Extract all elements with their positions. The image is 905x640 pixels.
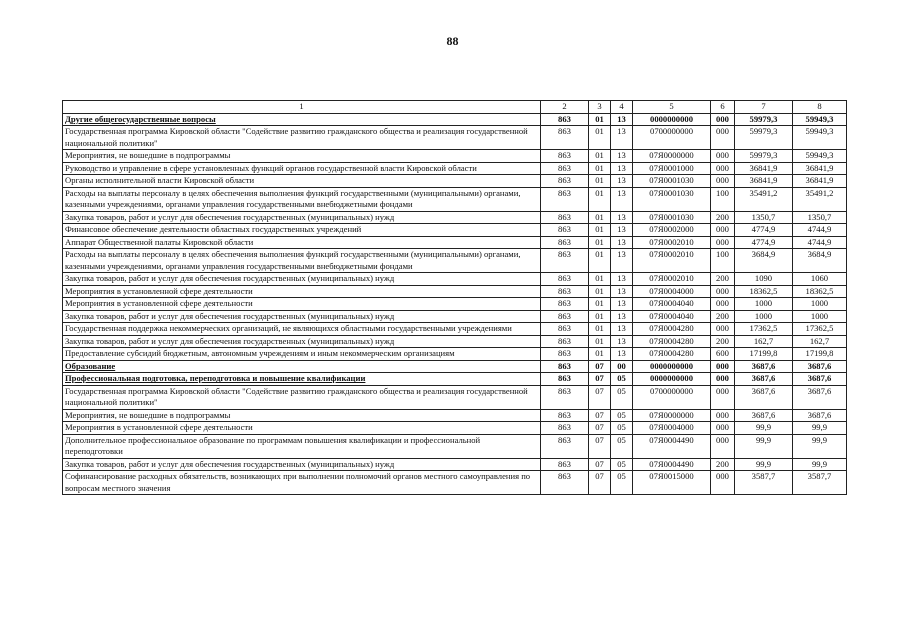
amount-plan-cell: 59979,3 <box>735 126 793 150</box>
section-code-cell: 01 <box>589 162 611 175</box>
expense-type-cell: 000 <box>711 422 735 435</box>
table-row <box>63 409 847 422</box>
target-article-cell: 07Я0004280 <box>633 323 711 336</box>
admin-code-cell: 863 <box>541 249 589 273</box>
section-code-cell: 01 <box>589 335 611 348</box>
amount-plan-cell: 162,7 <box>735 335 793 348</box>
amount-executed-cell: 162,7 <box>793 335 847 348</box>
section-code-cell: 01 <box>589 285 611 298</box>
table-header-row <box>63 101 847 114</box>
amount-executed-cell: 1000 <box>793 310 847 323</box>
expense-type-cell: 000 <box>711 298 735 311</box>
subsection-code-cell: 13 <box>611 310 633 323</box>
row-name-cell: Расходы на выплаты персоналу в целях обеспечения выполнения функций государственными (муниципальными) органами, казенными учреждениями, органами управления государственными внебюджетными фондами <box>63 249 541 273</box>
subsection-code-cell: 05 <box>611 434 633 458</box>
amount-executed-cell: 99,9 <box>793 458 847 471</box>
section-code-cell: 07 <box>589 373 611 386</box>
section-code-cell: 01 <box>589 211 611 224</box>
subsection-code-cell: 13 <box>611 285 633 298</box>
section-code-cell: 07 <box>589 360 611 373</box>
amount-plan-cell: 35491,2 <box>735 187 793 211</box>
target-article-cell: 07Я0004280 <box>633 335 711 348</box>
table-row <box>63 458 847 471</box>
admin-code-cell: 863 <box>541 471 589 495</box>
expense-type-cell: 000 <box>711 285 735 298</box>
section-code-cell: 01 <box>589 249 611 273</box>
row-name-cell: Расходы на выплаты персоналу в целях обеспечения выполнения функций государственными (муниципальными) органами, казенными учреждениями, органами управления государственными внебюджетными фондами <box>63 187 541 211</box>
subsection-code-cell: 13 <box>611 323 633 336</box>
target-article-cell: 07Я0001030 <box>633 175 711 188</box>
admin-code-cell: 863 <box>541 310 589 323</box>
expense-type-cell: 200 <box>711 335 735 348</box>
expense-type-cell: 000 <box>711 175 735 188</box>
subsection-code-cell: 13 <box>611 224 633 237</box>
table-row <box>63 422 847 435</box>
subsection-code-cell: 13 <box>611 249 633 273</box>
row-name-cell: Государственная программа Кировской области "Содействие развитию гражданского общества и реализация государственной национальной политики" <box>63 385 541 409</box>
amount-executed-cell: 99,9 <box>793 422 847 435</box>
admin-code-cell: 863 <box>541 224 589 237</box>
expense-type-cell: 000 <box>711 434 735 458</box>
target-article-cell: 0000000000 <box>633 360 711 373</box>
amount-plan-cell: 4774,9 <box>735 224 793 237</box>
table-row <box>63 360 847 373</box>
section-code-cell: 01 <box>589 126 611 150</box>
table-row <box>63 150 847 163</box>
amount-plan-cell: 99,9 <box>735 422 793 435</box>
row-name-cell: Софинансирование расходных обязательств, возникающих при выполнении полномочий органов местного самоуправления по вопросам местного значения <box>63 471 541 495</box>
row-name-cell: Закупка товаров, работ и услуг для обеспечения государственных (муниципальных) нужд <box>63 310 541 323</box>
table-row <box>63 113 847 126</box>
budget-table <box>62 100 847 495</box>
amount-plan-cell: 1350,7 <box>735 211 793 224</box>
section-code-cell: 01 <box>589 175 611 188</box>
header-cell: 2 <box>541 101 589 114</box>
subsection-code-cell: 05 <box>611 458 633 471</box>
amount-executed-cell: 3687,6 <box>793 409 847 422</box>
subsection-code-cell: 13 <box>611 298 633 311</box>
section-code-cell: 01 <box>589 273 611 286</box>
row-name-cell: Другие общегосударственные вопросы <box>63 113 541 126</box>
amount-executed-cell: 36841,9 <box>793 175 847 188</box>
table-row <box>63 211 847 224</box>
amount-plan-cell: 18362,5 <box>735 285 793 298</box>
table-row <box>63 162 847 175</box>
expense-type-cell: 200 <box>711 310 735 323</box>
admin-code-cell: 863 <box>541 113 589 126</box>
subsection-code-cell: 00 <box>611 360 633 373</box>
admin-code-cell: 863 <box>541 211 589 224</box>
section-code-cell: 01 <box>589 113 611 126</box>
target-article-cell: 07Я0004040 <box>633 310 711 323</box>
target-article-cell: 07Я0004490 <box>633 458 711 471</box>
amount-executed-cell: 4744,9 <box>793 236 847 249</box>
amount-plan-cell: 3687,6 <box>735 360 793 373</box>
section-code-cell: 07 <box>589 471 611 495</box>
subsection-code-cell: 13 <box>611 273 633 286</box>
admin-code-cell: 863 <box>541 422 589 435</box>
table-row <box>63 471 847 495</box>
table-row <box>63 187 847 211</box>
subsection-code-cell: 13 <box>611 126 633 150</box>
amount-executed-cell: 59949,3 <box>793 150 847 163</box>
amount-plan-cell: 1000 <box>735 310 793 323</box>
header-cell: 5 <box>633 101 711 114</box>
table-row <box>63 236 847 249</box>
amount-plan-cell: 17199,8 <box>735 348 793 361</box>
amount-executed-cell: 1060 <box>793 273 847 286</box>
target-article-cell: 07Я0002010 <box>633 236 711 249</box>
amount-executed-cell: 3687,6 <box>793 385 847 409</box>
row-name-cell: Дополнительное профессиональное образование по программам повышения квалификации и профессиональной переподготовки <box>63 434 541 458</box>
section-code-cell: 01 <box>589 298 611 311</box>
admin-code-cell: 863 <box>541 187 589 211</box>
amount-plan-cell: 1090 <box>735 273 793 286</box>
subsection-code-cell: 13 <box>611 162 633 175</box>
table-row <box>63 273 847 286</box>
admin-code-cell: 863 <box>541 175 589 188</box>
target-article-cell: 07Я0002010 <box>633 273 711 286</box>
amount-plan-cell: 36841,9 <box>735 175 793 188</box>
expense-type-cell: 000 <box>711 471 735 495</box>
expense-type-cell: 000 <box>711 126 735 150</box>
amount-executed-cell: 3587,7 <box>793 471 847 495</box>
target-article-cell: 07Я0004000 <box>633 285 711 298</box>
target-article-cell: 07Я0015000 <box>633 471 711 495</box>
row-name-cell: Финансовое обеспечение деятельности областных государственных учреждений <box>63 224 541 237</box>
amount-plan-cell: 3587,7 <box>735 471 793 495</box>
table-row <box>63 249 847 273</box>
subsection-code-cell: 05 <box>611 471 633 495</box>
table-row <box>63 348 847 361</box>
target-article-cell: 07Я0001000 <box>633 162 711 175</box>
amount-executed-cell: 3687,6 <box>793 373 847 386</box>
subsection-code-cell: 05 <box>611 409 633 422</box>
amount-plan-cell: 3684,9 <box>735 249 793 273</box>
admin-code-cell: 863 <box>541 273 589 286</box>
expense-type-cell: 000 <box>711 113 735 126</box>
target-article-cell: 07Я0004280 <box>633 348 711 361</box>
subsection-code-cell: 05 <box>611 373 633 386</box>
table-row <box>63 310 847 323</box>
admin-code-cell: 863 <box>541 150 589 163</box>
row-name-cell: Закупка товаров, работ и услуг для обеспечения государственных (муниципальных) нужд <box>63 211 541 224</box>
amount-executed-cell: 59949,3 <box>793 113 847 126</box>
admin-code-cell: 863 <box>541 236 589 249</box>
row-name-cell: Предоставление субсидий бюджетным, автономным учреждениям и иным некоммерческим организациям <box>63 348 541 361</box>
header-cell: 4 <box>611 101 633 114</box>
header-cell: 7 <box>735 101 793 114</box>
target-article-cell: 07Я0001030 <box>633 187 711 211</box>
row-name-cell: Государственная поддержка некоммерческих организаций, не являющихся областными государственными учреждениями <box>63 323 541 336</box>
row-name-cell: Профессиональная подготовка, переподготовка и повышение квалификации <box>63 373 541 386</box>
subsection-code-cell: 13 <box>611 211 633 224</box>
section-code-cell: 01 <box>589 236 611 249</box>
amount-plan-cell: 3687,6 <box>735 385 793 409</box>
section-code-cell: 01 <box>589 224 611 237</box>
admin-code-cell: 863 <box>541 348 589 361</box>
row-name-cell: Закупка товаров, работ и услуг для обеспечения государственных (муниципальных) нужд <box>63 458 541 471</box>
target-article-cell: 07Я0002000 <box>633 224 711 237</box>
header-cell: 6 <box>711 101 735 114</box>
subsection-code-cell: 05 <box>611 422 633 435</box>
table-row <box>63 224 847 237</box>
target-article-cell: 07Я0004000 <box>633 422 711 435</box>
expense-type-cell: 000 <box>711 150 735 163</box>
subsection-code-cell: 13 <box>611 187 633 211</box>
header-cell: 1 <box>63 101 541 114</box>
amount-executed-cell: 35491,2 <box>793 187 847 211</box>
table-row <box>63 298 847 311</box>
row-name-cell: Мероприятия, не вошедшие в подпрограммы <box>63 409 541 422</box>
amount-plan-cell: 99,9 <box>735 434 793 458</box>
table-row <box>63 385 847 409</box>
admin-code-cell: 863 <box>541 285 589 298</box>
amount-plan-cell: 36841,9 <box>735 162 793 175</box>
row-name-cell: Мероприятия в установленной сфере деятельности <box>63 298 541 311</box>
row-name-cell: Органы исполнительной власти Кировской области <box>63 175 541 188</box>
amount-plan-cell: 99,9 <box>735 458 793 471</box>
amount-plan-cell: 17362,5 <box>735 323 793 336</box>
amount-executed-cell: 36841,9 <box>793 162 847 175</box>
row-name-cell: Государственная программа Кировской области "Содействие развитию гражданского общества и реализация государственной национальной политики" <box>63 126 541 150</box>
expense-type-cell: 000 <box>711 373 735 386</box>
section-code-cell: 01 <box>589 348 611 361</box>
header-cell: 8 <box>793 101 847 114</box>
target-article-cell: 0000000000 <box>633 373 711 386</box>
amount-executed-cell: 4744,9 <box>793 224 847 237</box>
row-name-cell: Руководство и управление в сфере установленных функций органов государственной власти Кировской области <box>63 162 541 175</box>
amount-plan-cell: 4774,9 <box>735 236 793 249</box>
subsection-code-cell: 13 <box>611 175 633 188</box>
amount-plan-cell: 1000 <box>735 298 793 311</box>
admin-code-cell: 863 <box>541 162 589 175</box>
admin-code-cell: 863 <box>541 434 589 458</box>
subsection-code-cell: 13 <box>611 236 633 249</box>
target-article-cell: 0000000000 <box>633 113 711 126</box>
amount-executed-cell: 17199,8 <box>793 348 847 361</box>
admin-code-cell: 863 <box>541 385 589 409</box>
admin-code-cell: 863 <box>541 298 589 311</box>
row-name-cell: Образование <box>63 360 541 373</box>
admin-code-cell: 863 <box>541 458 589 471</box>
row-name-cell: Мероприятия, не вошедшие в подпрограммы <box>63 150 541 163</box>
section-code-cell: 07 <box>589 434 611 458</box>
row-name-cell: Закупка товаров, работ и услуг для обеспечения государственных (муниципальных) нужд <box>63 273 541 286</box>
expense-type-cell: 000 <box>711 360 735 373</box>
row-name-cell: Мероприятия в установленной сфере деятельности <box>63 285 541 298</box>
target-article-cell: 07Я0001030 <box>633 211 711 224</box>
amount-executed-cell: 1000 <box>793 298 847 311</box>
subsection-code-cell: 13 <box>611 113 633 126</box>
table-row <box>63 335 847 348</box>
expense-type-cell: 000 <box>711 385 735 409</box>
expense-type-cell: 600 <box>711 348 735 361</box>
table-row <box>63 285 847 298</box>
table-row <box>63 373 847 386</box>
section-code-cell: 07 <box>589 385 611 409</box>
expense-type-cell: 000 <box>711 409 735 422</box>
section-code-cell: 07 <box>589 409 611 422</box>
target-article-cell: 0700000000 <box>633 126 711 150</box>
section-code-cell: 01 <box>589 150 611 163</box>
section-code-cell: 07 <box>589 422 611 435</box>
target-article-cell: 07Я0002010 <box>633 249 711 273</box>
amount-executed-cell: 1350,7 <box>793 211 847 224</box>
admin-code-cell: 863 <box>541 360 589 373</box>
subsection-code-cell: 13 <box>611 335 633 348</box>
page-number: 88 <box>446 34 459 48</box>
expense-type-cell: 100 <box>711 187 735 211</box>
target-article-cell: 0700000000 <box>633 385 711 409</box>
expense-type-cell: 200 <box>711 273 735 286</box>
subsection-code-cell: 05 <box>611 385 633 409</box>
expense-type-cell: 200 <box>711 458 735 471</box>
target-article-cell: 07Я0004040 <box>633 298 711 311</box>
amount-executed-cell: 59949,3 <box>793 126 847 150</box>
expense-type-cell: 000 <box>711 162 735 175</box>
admin-code-cell: 863 <box>541 335 589 348</box>
subsection-code-cell: 13 <box>611 348 633 361</box>
target-article-cell: 07Я0000000 <box>633 150 711 163</box>
amount-plan-cell: 59979,3 <box>735 113 793 126</box>
table-row <box>63 175 847 188</box>
row-name-cell: Закупка товаров, работ и услуг для обеспечения государственных (муниципальных) нужд <box>63 335 541 348</box>
expense-type-cell: 000 <box>711 236 735 249</box>
section-code-cell: 01 <box>589 187 611 211</box>
expense-type-cell: 100 <box>711 249 735 273</box>
table-row <box>63 434 847 458</box>
row-name-cell: Мероприятия в установленной сфере деятельности <box>63 422 541 435</box>
row-name-cell: Аппарат Общественной палаты Кировской области <box>63 236 541 249</box>
section-code-cell: 07 <box>589 458 611 471</box>
amount-executed-cell: 18362,5 <box>793 285 847 298</box>
expense-type-cell: 200 <box>711 211 735 224</box>
amount-executed-cell: 17362,5 <box>793 323 847 336</box>
admin-code-cell: 863 <box>541 373 589 386</box>
expense-type-cell: 000 <box>711 323 735 336</box>
section-code-cell: 01 <box>589 310 611 323</box>
subsection-code-cell: 13 <box>611 150 633 163</box>
amount-plan-cell: 59979,3 <box>735 150 793 163</box>
header-cell: 3 <box>589 101 611 114</box>
table-row <box>63 126 847 150</box>
table-row <box>63 323 847 336</box>
expense-type-cell: 000 <box>711 224 735 237</box>
section-code-cell: 01 <box>589 323 611 336</box>
amount-executed-cell: 99,9 <box>793 434 847 458</box>
amount-executed-cell: 3687,6 <box>793 360 847 373</box>
admin-code-cell: 863 <box>541 409 589 422</box>
amount-plan-cell: 3687,6 <box>735 409 793 422</box>
amount-plan-cell: 3687,6 <box>735 373 793 386</box>
admin-code-cell: 863 <box>541 126 589 150</box>
admin-code-cell: 863 <box>541 323 589 336</box>
amount-executed-cell: 3684,9 <box>793 249 847 273</box>
target-article-cell: 07Я0000000 <box>633 409 711 422</box>
target-article-cell: 07Я0004490 <box>633 434 711 458</box>
